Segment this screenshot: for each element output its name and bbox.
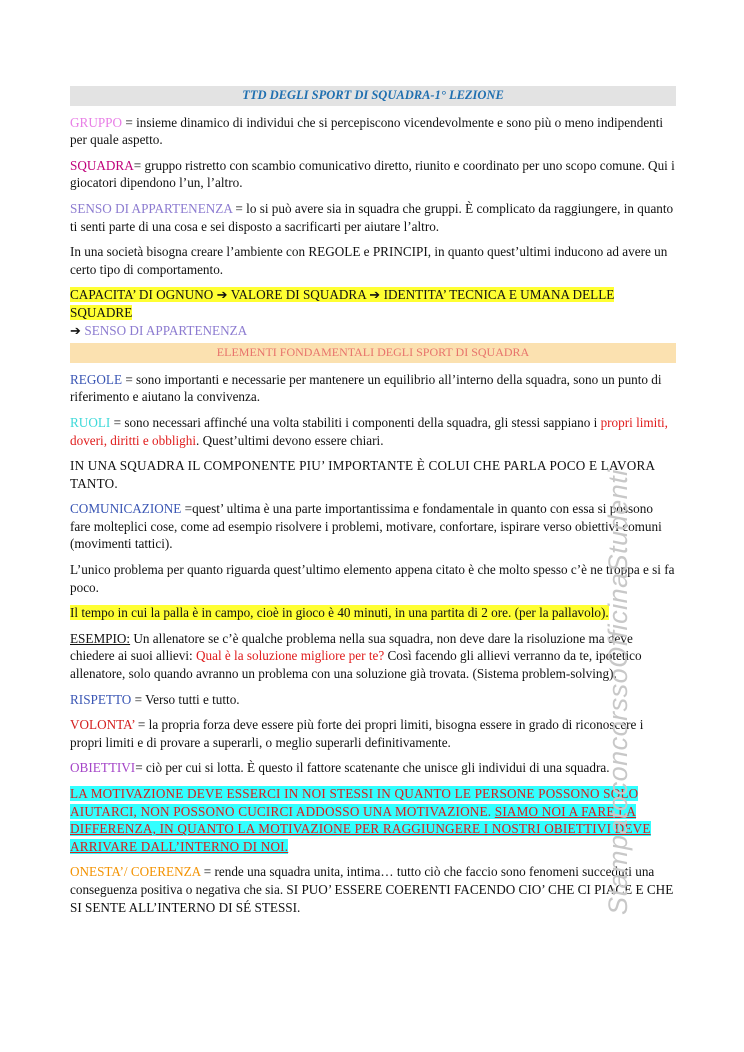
tempo-highlight: Il tempo in cui la palla è in campo, cioè in gioco è 40 minuti, in una partita di 2 ore. (per la pallavolo). xyxy=(70,605,609,621)
paragraph-squadra xyxy=(70,157,676,192)
esempio-text-2: Così facendo gli allievi verranno da te, ipotetico allenatore, solo quando avranno un problema con una soluzione già trovata. (Sistema problem-solving). xyxy=(70,648,642,682)
paragraph-societa: In una società bisogna creare l’ambiente con REGOLE e PRINCIPI, in quanto quest’ultimi inducono ad avere un certo tipo di comportamento. xyxy=(70,244,668,277)
paragraph-componente: IN UNA SQUADRA IL COMPONENTE PIU’ IMPORTANTE È COLUI CHE PARLA POCO E LAVORA TANTO. xyxy=(70,458,655,491)
paragraph-capacita xyxy=(70,286,676,339)
definition-ruoli-2: . Quest’ultimi devono essere chiari. xyxy=(196,432,384,448)
term-volonta: VOLONTA’ xyxy=(70,717,135,733)
definition-senso-appartenenza: = lo si può avere sia in squadra che gruppi. È complicato da raggiungere, in quanto ti senti parte di una cosa e sei disposto a sacrificarti per aiutare l’altro. xyxy=(70,200,674,234)
term-regole: REGOLE xyxy=(70,371,123,387)
definition-onesta: = rende una squadra unita, intima… tutto ciò che faccio sono fenomeni succeduti una conseguenza positiva o negativa che sia. SI PUO’ ESSERE COERENTI FACENDO CIO’ CHE CI PIACE E CHE SI SENTE ALL’INTERNO DI SÉ STESSI. xyxy=(70,864,674,915)
document-title: TTD DEGLI SPORT DI SQUADRA-1° LEZIONE xyxy=(70,86,676,106)
paragraph-esempio xyxy=(70,630,676,683)
paragraph-tempo xyxy=(70,604,676,622)
paragraph-gruppo xyxy=(70,114,676,149)
definition-comunicazione: =quest’ ultima è una parte importantissima e fondamentale in quanto con essa si possono fare molteplici cose, come ad esempio risolvere i problemi, motivare, confortare, ispirare verso obiettivi comuni (movimenti tattici). xyxy=(70,501,662,552)
motivazione-text: LA MOTIVAZIONE DEVE ESSERCI IN NOI STESSI IN QUANTO LE PERSONE POSSONO SOLO AIUTARCI, NON POSSONO CUCIRCI ADDOSSO UNA MOTIVAZIONE. xyxy=(70,786,639,819)
paragraph-senso-appartenenza xyxy=(70,200,676,235)
term-squadra: SQUADRA xyxy=(70,157,134,173)
paragraph-volonta xyxy=(70,716,676,751)
term-onesta: ONESTA’/ COERENZA xyxy=(70,864,201,880)
section-title: ELEMENTI FONDAMENTALI DEGLI SPORT DI SQUADRA xyxy=(70,343,676,363)
esempio-text-1: Un allenatore se c’è qualche problema nella sua squadra, non deve dare la risoluzione ma deve chiedere ai suoi allievi: xyxy=(70,630,633,664)
term-gruppo: GRUPPO xyxy=(70,114,123,130)
paragraph-problema: L’unico problema per quanto riguarda quest’ultimo elemento appena citato è che molto spesso c’è ne troppa e si fa poco. xyxy=(70,562,675,595)
capacita-arrow: ➔ xyxy=(70,322,85,338)
definition-regole: = sono importanti e necessarie per mantenere un equilibrio all’interno della squadra, sono un punto di riferimento e aiutano la convivenza. xyxy=(70,371,662,405)
definition-ruoli-1: = sono necessari affinché una volta stabiliti i componenti della squadra, gli stessi sappiano i xyxy=(110,414,601,430)
term-rispetto: RISPETTO xyxy=(70,691,132,707)
term-senso-appartenenza: SENSO DI APPARTENENZA xyxy=(70,200,233,216)
paragraph-rispetto xyxy=(70,691,676,709)
paragraph-obiettivi xyxy=(70,759,676,777)
definition-gruppo: = insieme dinamico di individui che si percepiscono vicendevolmente e sono più o meno indipendenti per quale aspetto. xyxy=(70,114,664,148)
paragraph-comunicazione xyxy=(70,500,676,553)
paragraph-regole xyxy=(70,371,676,406)
watermark: StampatoconcorssoOfficinaStudenti xyxy=(603,469,633,915)
paragraph-onesta xyxy=(70,863,676,916)
esempio-label: ESEMPIO: xyxy=(70,630,131,646)
term-obiettivi: OBIETTIVI xyxy=(70,760,136,776)
definition-obiettivi: = ciò per cui si lotta. È questo il fattore scatenante che unisce gli individui di una squadra. xyxy=(135,760,610,776)
term-ruoli: RUOLI xyxy=(70,414,111,430)
capacita-part1: CAPACITA’ DI OGNUNO ➔ xyxy=(70,287,231,303)
paragraph-motivazione xyxy=(70,785,676,855)
capacita-part2: VALORE DI SQUADRA ➔ xyxy=(230,287,384,303)
capacita-part3: IDENTITA’ TECNICA E UMANA DELLE SQUADRE xyxy=(70,287,615,320)
definition-squadra: = gruppo ristretto con scambio comunicativo diretto, riunito e coordinato per uno scopo comune. Qui i giocatori dipendono l’un, l’altro. xyxy=(70,157,675,191)
definition-ruoli-red: propri limiti, doveri, diritti e obblighi xyxy=(70,414,668,448)
definition-rispetto: = Verso tutti e tutto. xyxy=(131,691,240,707)
motivazione-underlined: SIAMO NOI A FARE LA DIFFERENZA, IN QUANTO LA MOTIVAZIONE PER RAGGIUNGERE I NOSTRI OBIETTIVI DEVE ARRIVARE DALL’INTERNO DI NOI. xyxy=(70,803,651,854)
paragraph-ruoli xyxy=(70,414,676,449)
term-comunicazione: COMUNICAZIONE xyxy=(70,501,182,517)
document-page xyxy=(70,86,676,916)
esempio-question: Qual è la soluzione migliore per te? xyxy=(195,648,385,664)
definition-volonta: = la propria forza deve essere più forte dei propri limiti, bisogna essere in grado di riconoscere i propri limiti e di provare a superarli, o meglio superarli definitivamente. xyxy=(70,717,644,750)
capacita-part4: SENSO DI APPARTENENZA xyxy=(84,322,248,338)
